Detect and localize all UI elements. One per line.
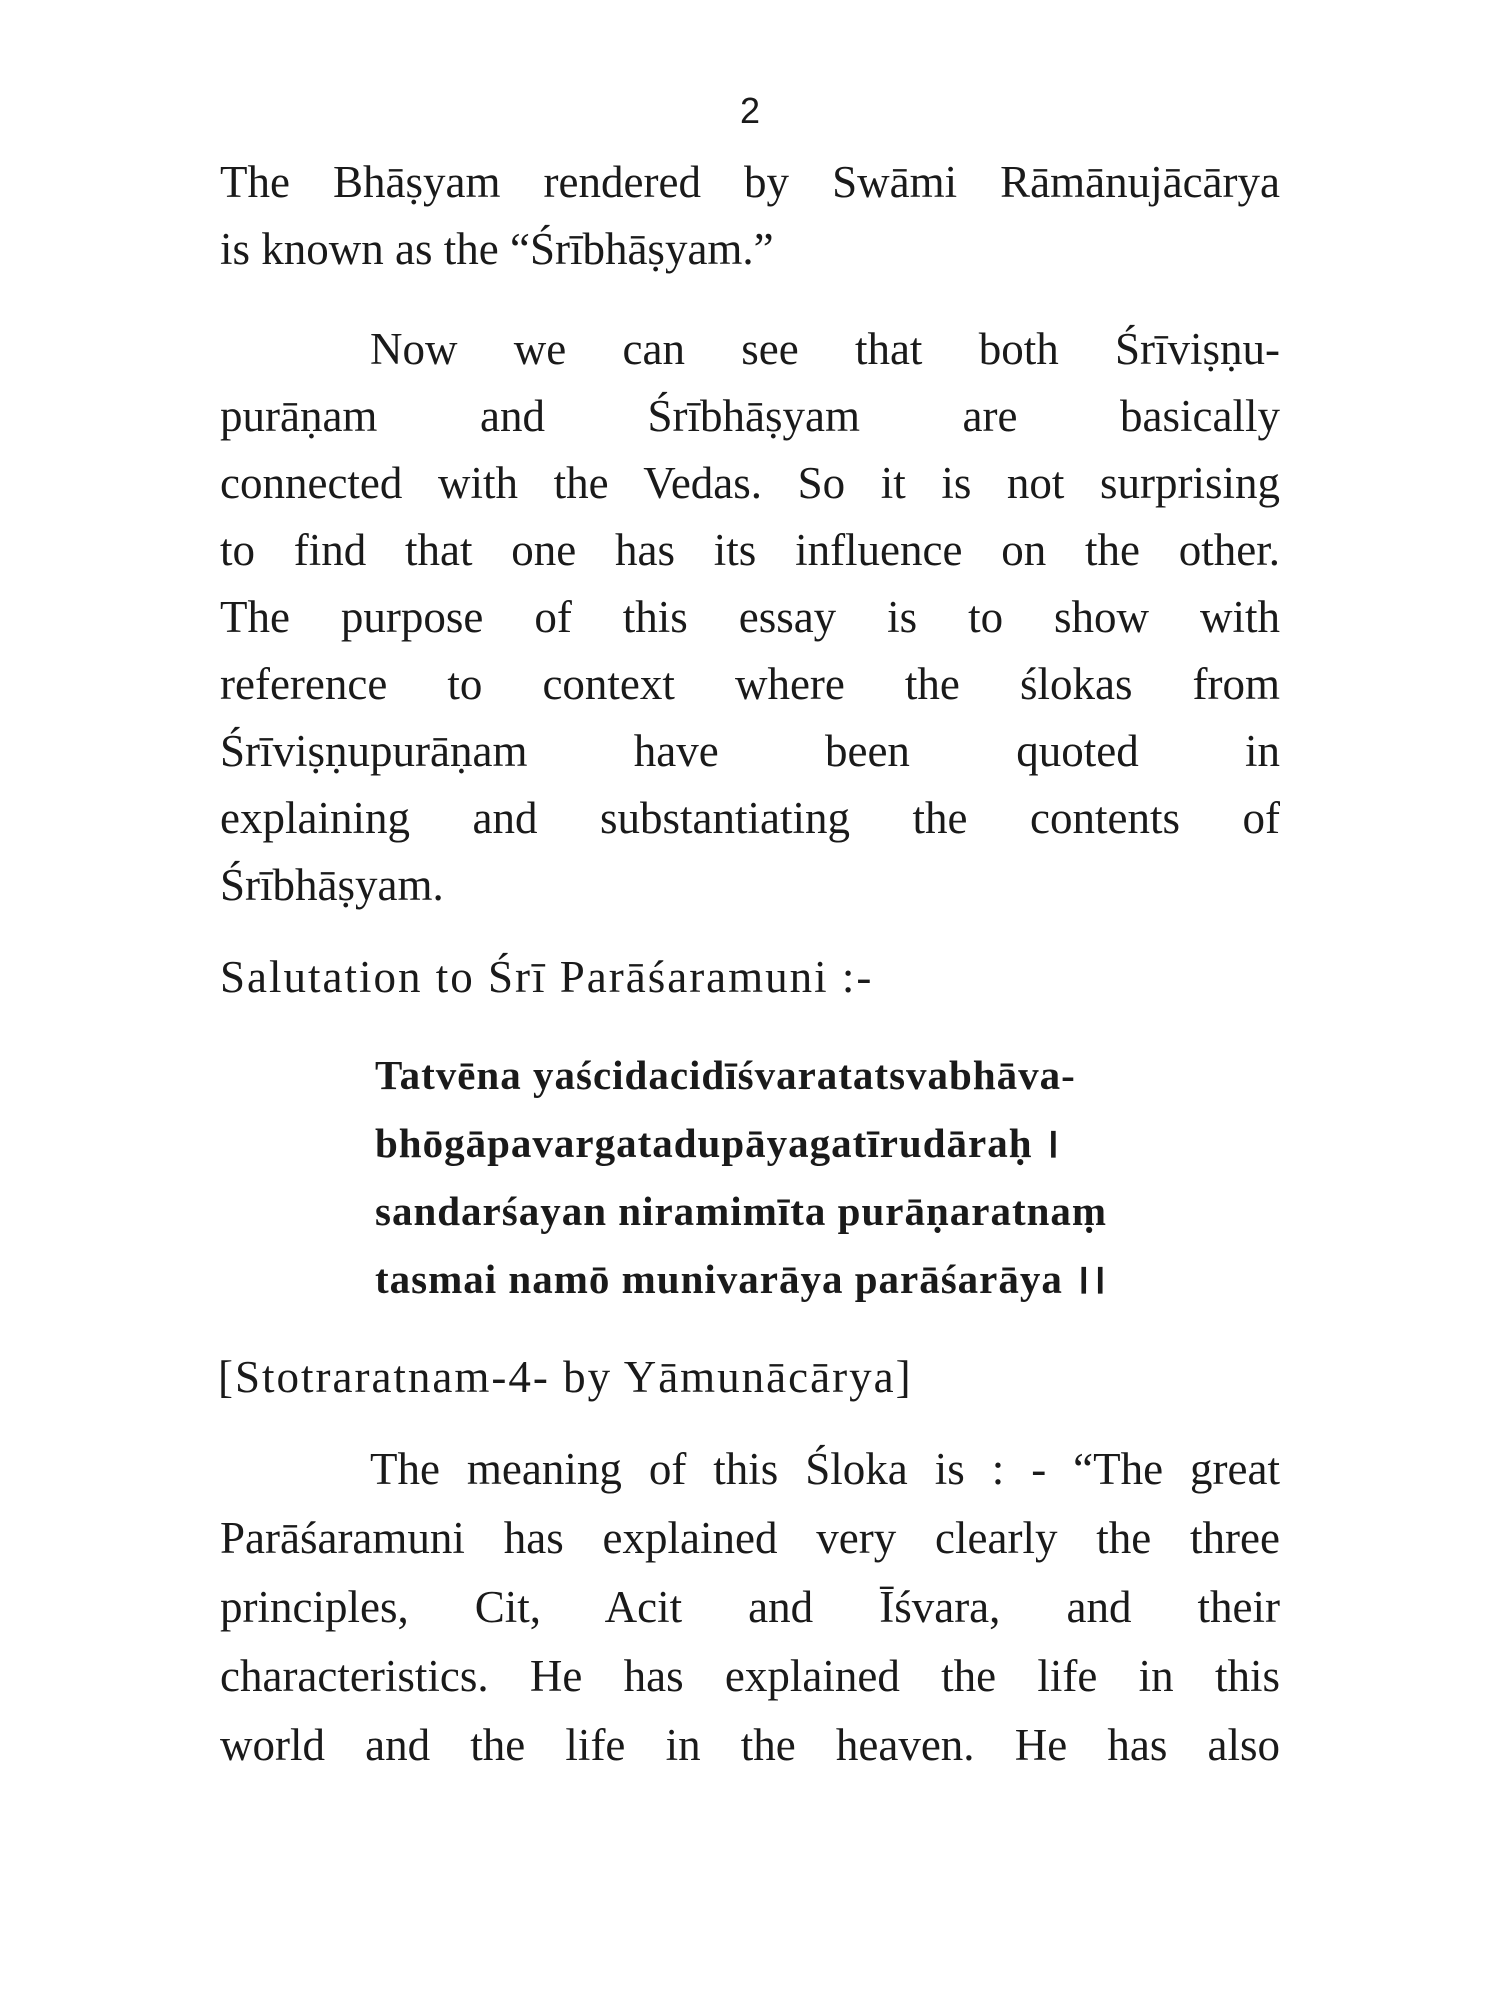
paragraph-line: Now we can see that both Śrīviṣṇu- [370, 324, 1280, 374]
paragraph-line: The meaning of this Śloka is : - “The great [370, 1444, 1280, 1494]
paragraph-line: Parāśaramuni has explained very clearly the three [220, 1513, 1280, 1563]
paragraph-line: principles, Cit, Acit and Īśvara, and their [220, 1582, 1280, 1632]
paragraph-line: The purpose of this essay is to show with [220, 592, 1280, 642]
verse-line: Tatvēna yaścidacidīśvaratatsvabhāva- [375, 1052, 1076, 1098]
paragraph-line: Śrībhāṣyam. [220, 860, 444, 910]
verse-line: tasmai namō munivarāya parāśarāya ।। [375, 1256, 1108, 1302]
intro-line: is known as the “Śrībhāṣyam.” [220, 224, 774, 274]
salutation-heading: Salutation to Śrī Parāśaramuni :- [220, 952, 874, 1002]
verse-line: bhōgāpavargatadupāyagatīrudāraḥ । [375, 1120, 1061, 1166]
paragraph-line: world and the life in the heaven. He has also [220, 1720, 1280, 1770]
paragraph-line: connected with the Vedas. So it is not surprising [220, 458, 1280, 508]
citation: [Stotraratnam-4- by Yāmunācārya] [218, 1352, 913, 1402]
verse-line: sandarśayan niramimīta purāṇaratnaṃ [375, 1188, 1108, 1234]
paragraph-line: characteristics. He has explained the life in this [220, 1651, 1280, 1701]
paragraph-line: to find that one has its influence on the other. [220, 525, 1280, 575]
paragraph-line: reference to context where the ślokas from [220, 659, 1280, 709]
paragraph-line: explaining and substantiating the contents of [220, 793, 1280, 843]
paragraph-line: Śrīviṣṇupurāṇam have been quoted in [220, 726, 1280, 776]
paragraph-line: purāṇam and Śrībhāṣyam are basically [220, 391, 1280, 441]
intro-line: The Bhāṣyam rendered by Swāmi Rāmānujācārya [220, 157, 1280, 207]
page-number: 2 [739, 90, 761, 131]
